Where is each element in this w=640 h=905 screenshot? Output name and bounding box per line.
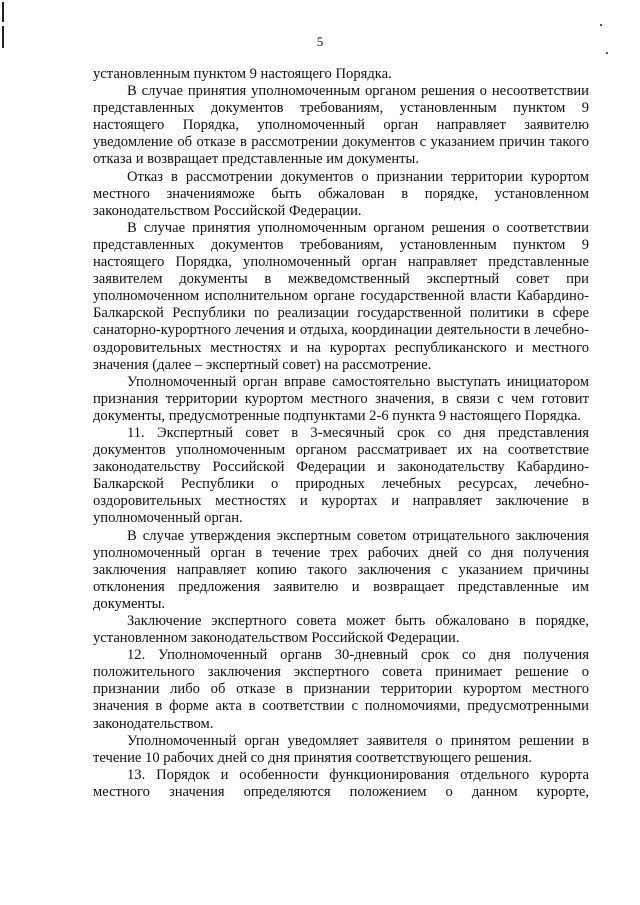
- paragraph: 11. Экспертный совет в 3-месячный срок со дня представления документов уполномоченным органом рассматривает их на соответствие законодательству Российской Федерации и законодательству Кабардино-Балкарской Республики о природных лечебных ресурсах, лечебно-оздоровительных местностях и курортах и направляет заключение в уполномоченный орган.: [93, 424, 589, 527]
- paragraph: В случае принятия уполномоченным органом решения о несоответствии представленных документов требованиям, установленным пунктом 9 настоящего Порядка, уполномоченный орган направляет заявителю уведомление об отказе в рассмотрении документов с указанием причин такого отказа и возвращает представленные им документы.: [93, 83, 589, 168]
- paragraph: Отказ в рассмотрении документов о признании территории курортом местного значенияможе быть обжалован в порядке, установленном законодательством Российской Федерации.: [93, 168, 589, 219]
- paragraph: В случае принятия уполномоченным органом решения о соответствии представленных документов требованиям, установленным пунктом 9 настоящего Порядка, уполномоченный орган направляет представленные заявителем документы в межведомственный экспертный совет при уполномоченном исполнительном органе государственной власти Кабардино-Балкарской Республики по реализации государственной политики в сфере санаторно-курортного лечения и отдыха, координации деятельности в лечебно-оздоровительных местностях и на курортах республиканского и местного значения (далее – экспертный совет) на рассмотрение.: [93, 219, 589, 373]
- scan-edge-mark: [2, 2, 4, 22]
- paragraph: 13. Порядок и особенности функционирования отдельного курорта местного значения определяются положением о данном курорте,: [93, 766, 589, 800]
- paragraph: В случае утверждения экспертным советом отрицательного заключения уполномоченный орган в течение трех рабочих дней со дня получения заключения направляет копию такого заключения с указанием причины отклонения предложения заявителю и возвращает представленные им документы.: [93, 527, 589, 612]
- scan-artifact: [600, 24, 602, 26]
- scan-artifact: [606, 52, 608, 54]
- paragraph: Уполномоченный орган уведомляет заявителя о принятом решении в течение 10 рабочих дней со дня принятия соответствующего решения.: [93, 732, 589, 766]
- paragraph: 12. Уполномоченный органв 30-дневный срок со дня получения положительного заключения экспертного совета принимает решение о признании либо об отказе в признании территории курортом местного значения в форме акта в соответствии с полномочиями, предусмотренными законодательством.: [93, 647, 589, 732]
- paragraph: Уполномоченный орган вправе самостоятельно выступать инициатором признания территории курортом местного значения, в связи с чем готовит документы, предусмотренные подпунктами 2-6 пункта 9 настоящего Порядка.: [93, 373, 589, 424]
- paragraph: установленным пунктом 9 настоящего Порядка.: [93, 66, 392, 82]
- paragraph: Заключение экспертного совета может быть обжаловано в порядке, установленном законодательством Российской Федерации.: [93, 613, 589, 647]
- page-number: 5: [316, 34, 324, 49]
- document-body: [93, 66, 589, 801]
